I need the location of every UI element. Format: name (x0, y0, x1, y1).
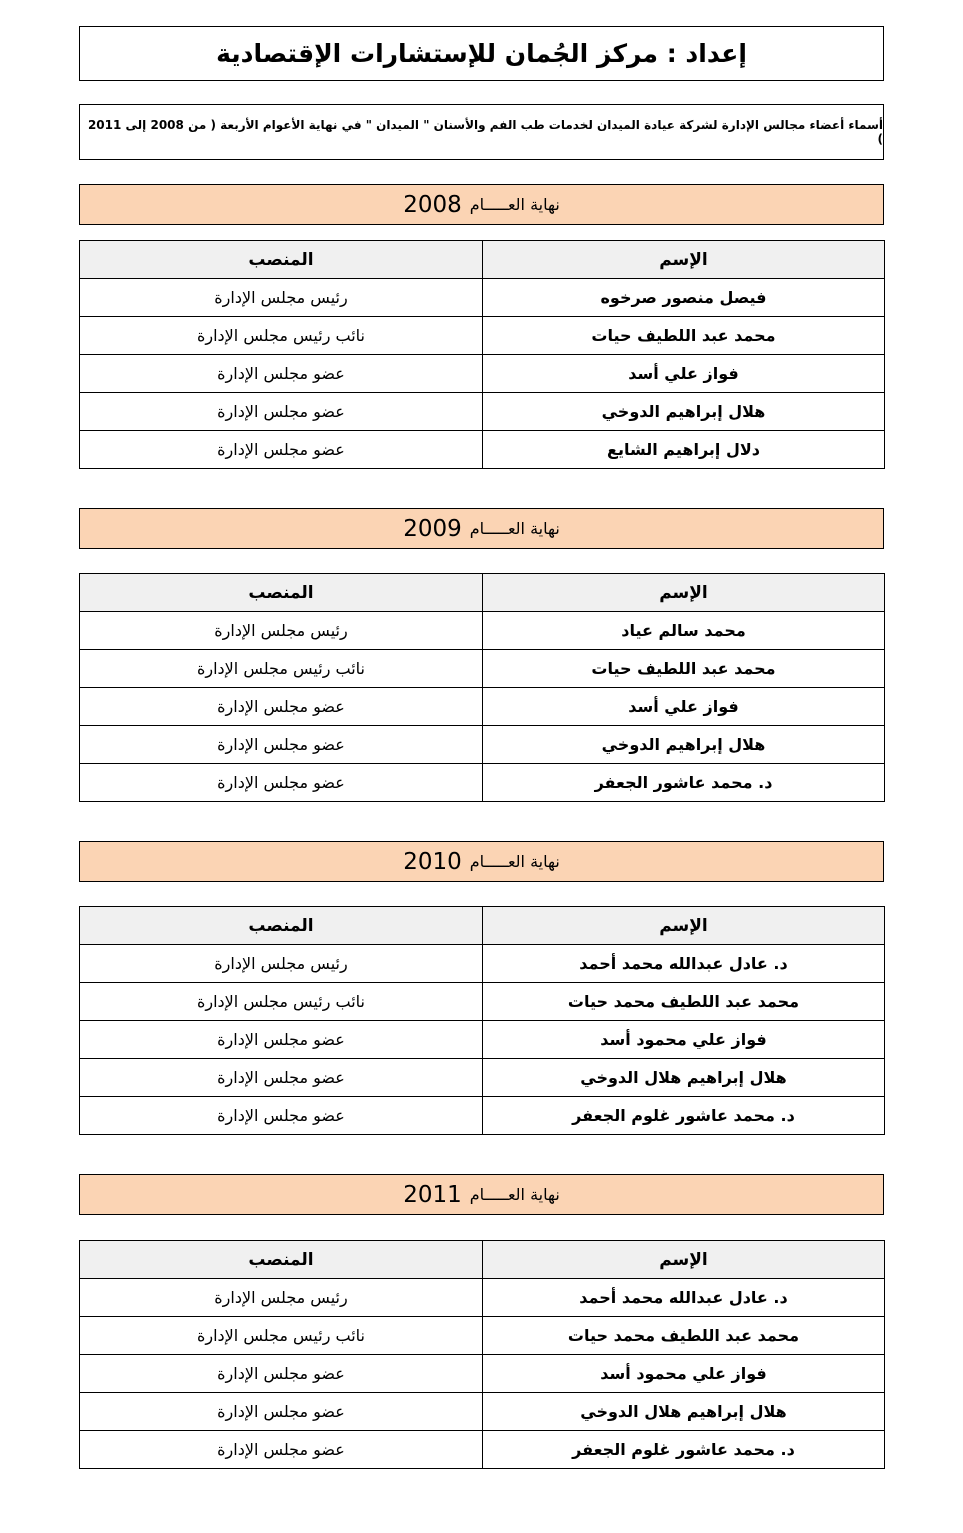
table-header-row (80, 907, 885, 945)
member-name: د. محمد عاشور الجعفر (483, 764, 885, 802)
member-position: نائب رئيس مجلس الإدارة (80, 650, 483, 688)
column-header-position: المنصب (80, 574, 483, 612)
column-header-name: الإسم (483, 241, 885, 279)
column-header-position: المنصب (80, 241, 483, 279)
table-row (80, 983, 885, 1021)
year-banner-number: 2010 (403, 848, 462, 875)
member-name: فواز علي محمود أسد (483, 1021, 885, 1059)
member-name: محمد عبد اللطيف محمد حيات (483, 1317, 885, 1355)
member-position: عضو مجلس الإدارة (80, 688, 483, 726)
member-position: عضو مجلس الإدارة (80, 1021, 483, 1059)
member-name: د. عادل عبدالله محمد أحمد (483, 1279, 885, 1317)
table-row (80, 650, 885, 688)
member-name: محمد عبد اللطيف حيات (483, 650, 885, 688)
year-banner-label: نهاية العـــــام (469, 1185, 560, 1204)
table-row (80, 1317, 885, 1355)
board-table-2011 (79, 1240, 885, 1469)
member-position: عضو مجلس الإدارة (80, 1431, 483, 1469)
table-header-row (80, 1241, 885, 1279)
board-table-2008 (79, 240, 885, 469)
column-header-position: المنصب (80, 1241, 483, 1279)
member-position: عضو مجلس الإدارة (80, 764, 483, 802)
member-name: هلال إبراهيم الدوخي (483, 726, 885, 764)
document-subtitle (79, 104, 884, 160)
year-banner-2008 (79, 184, 884, 225)
member-name: هلال إبراهيم هلال الدوخي (483, 1059, 885, 1097)
member-position: عضو مجلس الإدارة (80, 1097, 483, 1135)
member-position: عضو مجلس الإدارة (80, 431, 483, 469)
member-name: هلال إبراهيم هلال الدوخي (483, 1393, 885, 1431)
table-row (80, 1097, 885, 1135)
table-row (80, 317, 885, 355)
table-row (80, 1393, 885, 1431)
member-name: د. محمد عاشور غلوم الجعفر (483, 1097, 885, 1135)
table-row (80, 1059, 885, 1097)
member-name: فواز علي أسد (483, 355, 885, 393)
member-position: عضو مجلس الإدارة (80, 1355, 483, 1393)
year-banner-number: 2009 (403, 515, 462, 542)
column-header-name: الإسم (483, 574, 885, 612)
table-row (80, 1355, 885, 1393)
member-name: د. عادل عبدالله محمد أحمد (483, 945, 885, 983)
member-position: عضو مجلس الإدارة (80, 393, 483, 431)
member-position: عضو مجلس الإدارة (80, 1059, 483, 1097)
member-position: رئيس مجلس الإدارة (80, 1279, 483, 1317)
document-title-text: إعداد : مركز الجُمان للإستشارات الإقتصادية (216, 39, 747, 68)
year-banner-label: نهاية العـــــام (469, 195, 560, 214)
member-position: رئيس مجلس الإدارة (80, 612, 483, 650)
table-row (80, 612, 885, 650)
year-banner-2009 (79, 508, 884, 549)
member-position: نائب رئيس مجلس الإدارة (80, 317, 483, 355)
member-name: فواز علي أسد (483, 688, 885, 726)
member-position: عضو مجلس الإدارة (80, 726, 483, 764)
column-header-position: المنصب (80, 907, 483, 945)
member-position: عضو مجلس الإدارة (80, 1393, 483, 1431)
board-table-2010 (79, 906, 885, 1135)
member-position: عضو مجلس الإدارة (80, 355, 483, 393)
table-header-row (80, 241, 885, 279)
year-banner-number: 2011 (403, 1181, 462, 1208)
member-name: محمد عبد اللطيف محمد حيات (483, 983, 885, 1021)
member-name: د. محمد عاشور غلوم الجعفر (483, 1431, 885, 1469)
document-title (79, 26, 884, 81)
member-position: نائب رئيس مجلس الإدارة (80, 983, 483, 1021)
member-name: دلال إبراهيم الشايع (483, 431, 885, 469)
table-row (80, 355, 885, 393)
table-row (80, 945, 885, 983)
member-name: فواز علي محمود أسد (483, 1355, 885, 1393)
member-name: هلال إبراهيم الدوخي (483, 393, 885, 431)
year-banner-label: نهاية العـــــام (469, 852, 560, 871)
year-banner-2010 (79, 841, 884, 882)
member-name: محمد عبد اللطيف حيات (483, 317, 885, 355)
member-position: رئيس مجلس الإدارة (80, 279, 483, 317)
table-row (80, 1021, 885, 1059)
column-header-name: الإسم (483, 907, 885, 945)
year-banner-label: نهاية العـــــام (469, 519, 560, 538)
table-row (80, 279, 885, 317)
year-banner-2011 (79, 1174, 884, 1215)
table-row (80, 1431, 885, 1469)
year-banner-number: 2008 (403, 191, 462, 218)
member-name: فيصل منصور صرخوه (483, 279, 885, 317)
board-table-2009 (79, 573, 885, 802)
table-row (80, 393, 885, 431)
column-header-name: الإسم (483, 1241, 885, 1279)
table-row (80, 764, 885, 802)
table-header-row (80, 574, 885, 612)
table-row (80, 726, 885, 764)
member-position: نائب رئيس مجلس الإدارة (80, 1317, 483, 1355)
table-row (80, 1279, 885, 1317)
member-name: محمد سالم عياد (483, 612, 885, 650)
member-position: رئيس مجلس الإدارة (80, 945, 483, 983)
table-row (80, 688, 885, 726)
table-row (80, 431, 885, 469)
document-subtitle-text: أسماء أعضاء مجالس الإدارة لشركة عيادة الميدان لخدمات طب الفم والأسنان " الميدان " في نهاية الأعوام الأربعة ( من 2008 إلى 2011 ) (87, 118, 883, 146)
